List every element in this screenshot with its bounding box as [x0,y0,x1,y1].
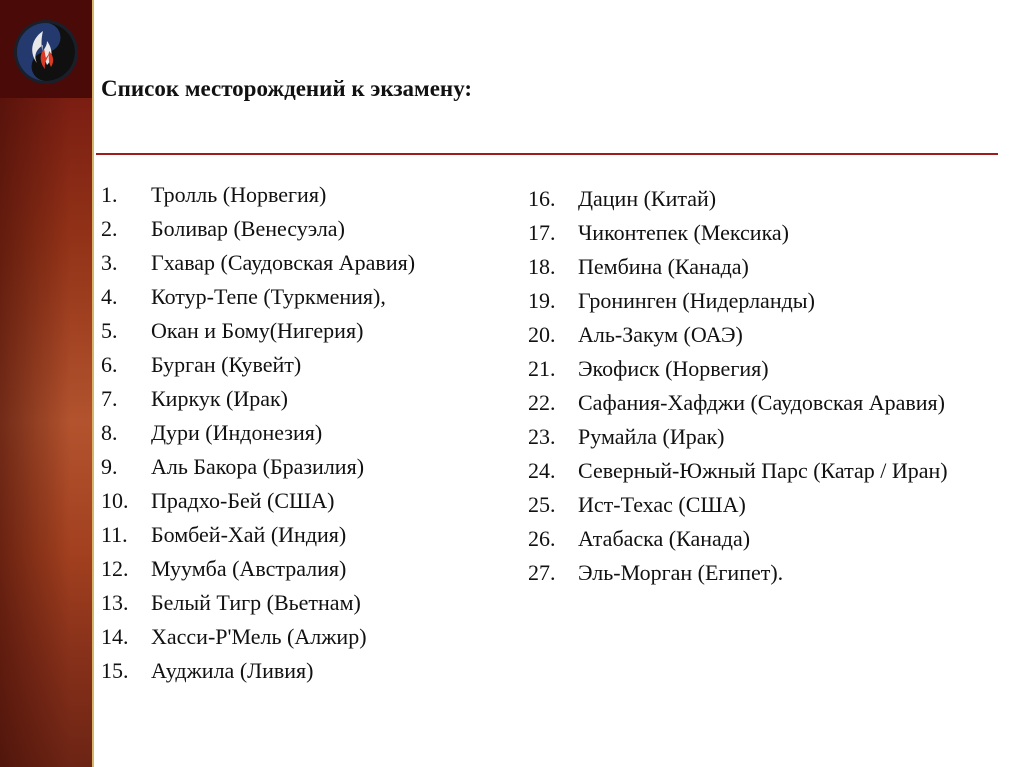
item-number: 23. [528,424,556,449]
gold-divider [92,0,94,767]
item-text: Боливар (Венесуэла) [151,216,345,241]
list-item [101,178,521,212]
slide-title: Список месторождений к экзамену: [101,76,473,101]
item-text: Бомбей-Хай (Индия) [151,522,347,547]
item-number: 13. [101,590,129,615]
list-item [528,284,998,318]
list-item [528,352,998,386]
list-item [528,250,998,284]
item-text: Дури (Индонезия) [151,420,323,445]
list-item [101,348,521,382]
list-item [528,454,998,488]
list-item [101,450,521,484]
item-text: Котур-Тепе (Туркмения), [151,284,386,309]
deposit-list-column-1 [101,178,521,688]
item-number: 21. [528,356,556,381]
item-text: Чиконтепек (Мексика) [578,220,790,245]
item-text: Румайла (Ирак) [578,424,725,449]
item-number: 4. [101,284,118,309]
list-item [528,488,998,522]
item-text: Сафания-Хафджи (Саудовская Аравия) [578,390,945,415]
item-number: 12. [101,556,129,581]
list-item [528,216,998,250]
item-text: Белый Тигр (Вьетнам) [151,590,361,615]
item-number: 14. [101,624,129,649]
item-text: Гронинген (Нидерланды) [578,288,815,313]
list-item [528,522,998,556]
item-number: 6. [101,352,118,377]
item-number: 5. [101,318,118,343]
item-text: Гхавар (Саудовская Аравия) [151,250,416,275]
list-item [101,416,521,450]
item-number: 20. [528,322,556,347]
item-number: 3. [101,250,118,275]
deposit-list-column-2 [528,182,998,590]
item-number: 24. [528,458,556,483]
list-item [101,654,521,688]
list-item [101,280,521,314]
item-number: 10. [101,488,129,513]
item-text: Аль-Закум (ОАЭ) [578,322,743,347]
item-number: 8. [101,420,118,445]
item-text: Хасси-Р'Мель (Алжир) [151,624,367,649]
item-number: 1. [101,182,118,207]
list-item [101,586,521,620]
list-item [528,318,998,352]
item-number: 17. [528,220,556,245]
item-text: Ист-Техас (США) [578,492,746,517]
item-text: Пембина (Канада) [578,254,749,279]
list-item [528,182,998,216]
item-number: 18. [528,254,556,279]
item-text: Окан и Бому(Нигерия) [151,318,364,343]
item-text: Северный-Южный Парс (Катар / Иран) [578,458,948,483]
item-text: Муумба (Австралия) [151,556,347,581]
list-item [101,382,521,416]
item-text: Киркук (Ирак) [151,386,289,411]
list-item [101,246,521,280]
list-item [101,518,521,552]
item-text: Тролль (Норвегия) [151,182,327,207]
item-number: 25. [528,492,556,517]
item-number: 7. [101,386,118,411]
item-text: Аль Бакора (Бразилия) [151,454,365,479]
item-text: Эль-Морган (Египет). [578,560,784,585]
item-text: Бурган (Кувейт) [151,352,302,377]
item-number: 27. [528,560,556,585]
band-shade [0,0,70,767]
item-text: Экофиск (Норвегия) [578,356,769,381]
flame-emblem-icon [13,19,79,85]
list-item [101,314,521,348]
item-text: Ауджила (Ливия) [151,658,314,683]
list-item [101,552,521,586]
list-item [528,556,998,590]
list-item [101,212,521,246]
list-item [528,420,998,454]
item-number: 26. [528,526,556,551]
item-number: 2. [101,216,118,241]
item-number: 11. [101,522,128,547]
item-number: 16. [528,186,556,211]
item-text: Прадхо-Бей (США) [151,488,335,513]
list-item [101,484,521,518]
item-number: 22. [528,390,556,415]
left-decor-band [0,0,92,767]
item-number: 9. [101,454,118,479]
title-underline [96,153,998,155]
list-item [528,386,998,420]
item-number: 15. [101,658,129,683]
item-text: Дацин (Китай) [578,186,717,211]
item-number: 19. [528,288,556,313]
list-item [101,620,521,654]
item-text: Атабаска (Канада) [578,526,751,551]
